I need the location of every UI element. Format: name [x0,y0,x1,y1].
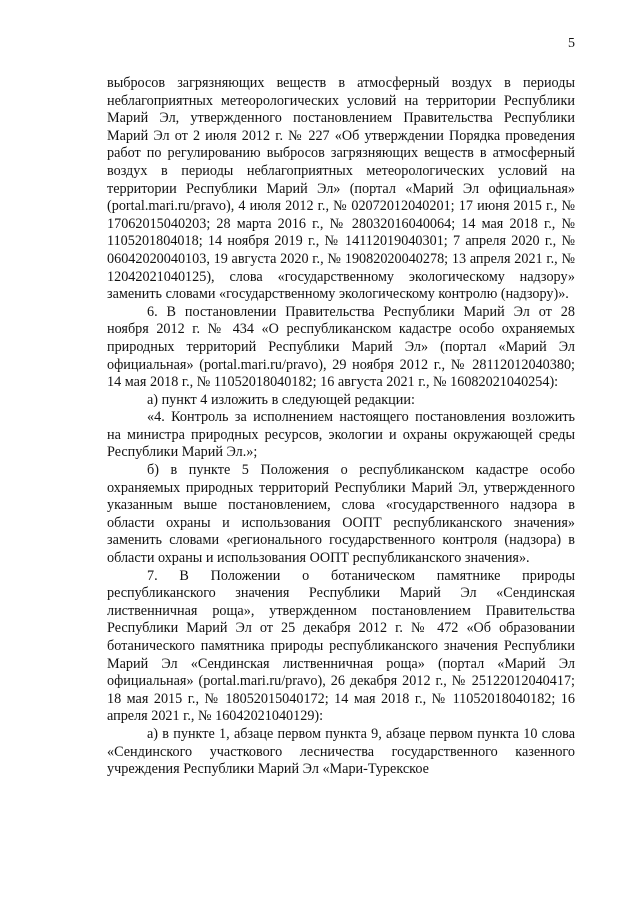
paragraph-quoted-point-4: «4. Контроль за исполнением настоящего постановления возложить на министра природных ресурсов, экологии и охраны окружающей среды Республики Марий Эл.»; [107,409,575,461]
document-body [107,75,575,779]
paragraph-item-7: 7. В Положении о ботаническом памятнике природы республиканского значения Республики Марий Эл «Сендинская лиственничная роща», утвержденном постановлением Правительства Республики Марий Эл от 25 декабря 2012 г. № 472 «Об образовании ботанического памятника природы республиканского значения Республики Марий Эл «Сендинская лиственничная роща» (портал «Марий Эл официальная» (portal.mari.ru/pravo), 26 декабря 2012 г., № 25122012040417; 18 мая 2015 г., № 18052015040172; 14 мая 2018 г., № 11052018040182; 16 апреля 2021 г., № 16042021040129): [107,567,575,725]
paragraph-continuation: выбросов загрязняющих веществ в атмосферный воздух в периоды неблагоприятных метеорологических условий на территории Республики Марий Эл, утвержденного постановлением Правительства Республики Марий Эл от 2 июля 2012 г. № 227 «Об утверждении Порядка проведения работ по регулированию выбросов загрязняющих веществ в атмосферный воздух в периоды неблагоприятных метеорологических условий на территории Республики Марий Эл» (портал «Марий Эл официальная» (portal.mari.ru/pravo), 4 июля 2012 г., № 02072012040201; 17 июня 2015 г., № 17062015040203; 28 марта 2016 г., № 28032016040064; 14 мая 2018 г., № 1105201804018; 14 ноября 2019 г., № 14112019040301; 7 апреля 2020 г., № 06042020040103, 19 августа 2020 г., № 19082020040278; 13 апреля 2021 г., № 12042021040125), слова «государственному экологическому надзору» заменить словами «государственному экологическому контролю (надзору)». [107,75,575,303]
page-number: 5 [568,36,575,51]
paragraph-item-6a: а) пункт 4 изложить в следующей редакции: [147,391,415,408]
paragraph-item-6b: б) в пункте 5 Положения о республиканском кадастре особо охраняемых природных территорий Республики Марий Эл, утвержденного указанным выше постановлением, слова «государственного надзора в области охраны и использования ООПТ республиканского значения» заменить словами «регионального государственного контроля (надзора) в области охраны и использования ООПТ республиканского значения». [107,462,575,567]
paragraph-item-7a: а) в пункте 1, абзаце первом пункта 9, абзаце первом пункта 10 слова «Сендинского участкового лесничества государственного казенного учреждения Республики Марий Эл «Мари-Турекское [107,725,575,778]
paragraph-item-6: 6. В постановлении Правительства Республики Марий Эл от 28 ноября 2012 г. № 434 «О республиканском кадастре особо охраняемых природных территорий Республики Марий Эл» (портал «Марий Эл официальная» (portal.mari.ru/pravo), 29 ноября 2012 г., № 28112012040380; 14 мая 2018 г., № 11052018040182; 16 августа 2021 г., № 16082021040254): [107,303,575,391]
